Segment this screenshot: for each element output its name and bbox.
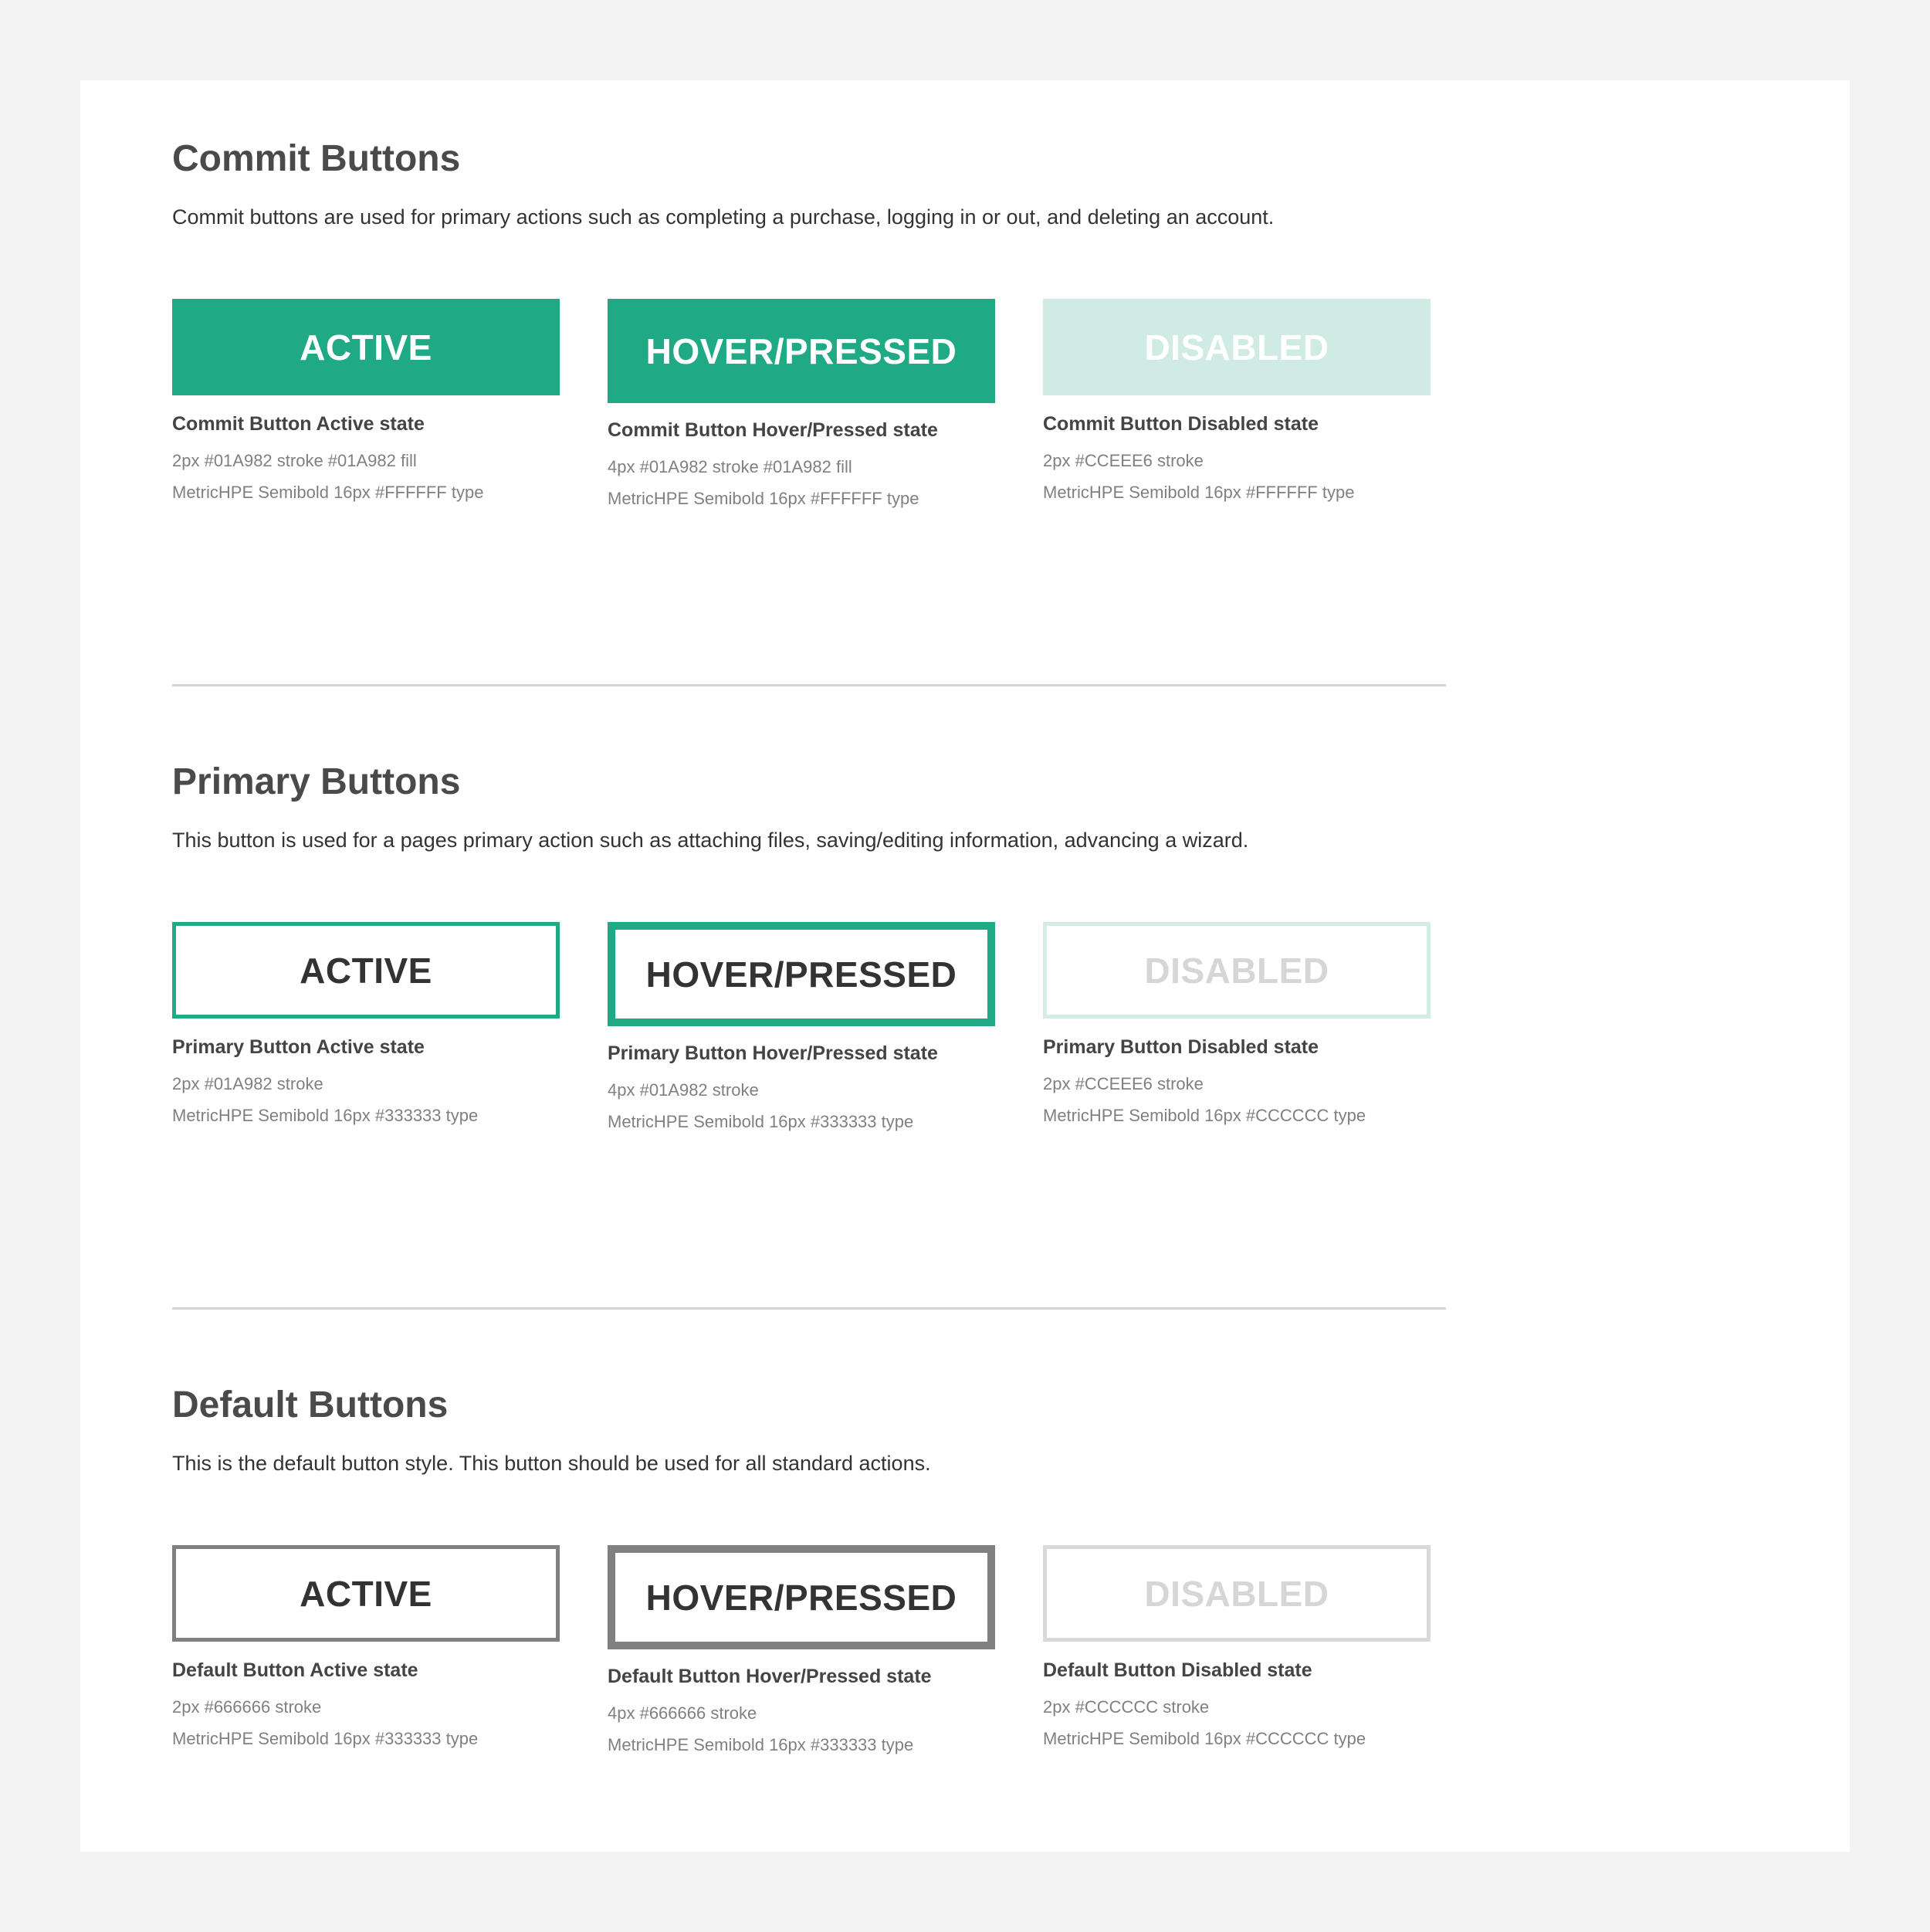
default-disabled-button[interactable]: DISABLED <box>1043 1545 1431 1642</box>
demo-caption: Default Button Hover/Pressed state <box>608 1666 932 1687</box>
demo-stroke-spec: 2px #CCCCCC stroke <box>1043 1697 1210 1717</box>
demo-stroke-spec: 2px #666666 stroke <box>172 1697 322 1717</box>
demo-type-spec: MetricHPE Semibold 16px #FFFFFF type <box>608 489 919 508</box>
primary-hover-button[interactable]: HOVER/PRESSED <box>608 922 995 1026</box>
demo-stroke-spec: 4px #01A982 stroke <box>608 1080 759 1100</box>
demo-caption: Default Button Disabled state <box>1043 1659 1312 1681</box>
section-description: This is the default button style. This button should be used for all standard actions. <box>172 1452 931 1475</box>
section-title: Default Buttons <box>172 1385 449 1425</box>
demo-stroke-spec: 2px #CCEEE6 stroke <box>1043 451 1204 470</box>
commit-buttons-section <box>172 134 1446 508</box>
commit-hover-button[interactable]: HOVER/PRESSED <box>608 299 995 403</box>
demo-type-spec: MetricHPE Semibold 16px #333333 type <box>172 1106 479 1125</box>
primary-buttons-section <box>172 758 1446 1131</box>
demo-stroke-spec: 2px #01A982 stroke <box>172 1074 323 1093</box>
section-title: Primary Buttons <box>172 761 461 802</box>
commit-active-button[interactable]: ACTIVE <box>172 299 560 395</box>
demo-stroke-spec: 4px #01A982 stroke #01A982 fill <box>608 457 852 476</box>
demo-type-spec: MetricHPE Semibold 16px #FFFFFF type <box>1043 483 1355 502</box>
demo-stroke-spec: 2px #01A982 stroke #01A982 fill <box>172 451 417 470</box>
section-description: This button is used for a pages primary action such as attaching files, saving/editing information, advancing a wizard. <box>172 829 1249 852</box>
default-active-button[interactable]: ACTIVE <box>172 1545 560 1642</box>
demo-caption: Commit Button Disabled state <box>1043 413 1319 435</box>
demo-type-spec: MetricHPE Semibold 16px #333333 type <box>608 1112 914 1131</box>
demo-type-spec: MetricHPE Semibold 16px #333333 type <box>608 1735 914 1754</box>
demo-type-spec: MetricHPE Semibold 16px #FFFFFF type <box>172 483 484 502</box>
demo-caption: Commit Button Active state <box>172 413 425 435</box>
default-hover-button[interactable]: HOVER/PRESSED <box>608 1545 995 1649</box>
primary-active-button[interactable]: ACTIVE <box>172 922 560 1019</box>
section-description: Commit buttons are used for primary actions such as completing a purchase, logging in or out, and deleting an account. <box>172 205 1275 229</box>
commit-disabled-button[interactable]: DISABLED <box>1043 299 1431 395</box>
demo-caption: Commit Button Hover/Pressed state <box>608 419 938 441</box>
demo-caption: Primary Button Active state <box>172 1036 425 1058</box>
demo-stroke-spec: 4px #666666 stroke <box>608 1703 757 1723</box>
section-title: Commit Buttons <box>172 138 461 179</box>
demo-caption: Primary Button Hover/Pressed state <box>608 1042 938 1064</box>
section-divider <box>172 684 1446 686</box>
demo-caption: Primary Button Disabled state <box>1043 1036 1319 1058</box>
demo-type-spec: MetricHPE Semibold 16px #CCCCCC type <box>1043 1106 1366 1125</box>
default-buttons-section <box>172 1381 1446 1754</box>
section-divider <box>172 1307 1446 1310</box>
demo-type-spec: MetricHPE Semibold 16px #333333 type <box>172 1729 479 1748</box>
primary-disabled-button[interactable]: DISABLED <box>1043 922 1431 1019</box>
demo-stroke-spec: 2px #CCEEE6 stroke <box>1043 1074 1204 1093</box>
demo-caption: Default Button Active state <box>172 1659 418 1681</box>
style-guide-card <box>80 80 1850 1852</box>
demo-type-spec: MetricHPE Semibold 16px #CCCCCC type <box>1043 1729 1366 1748</box>
